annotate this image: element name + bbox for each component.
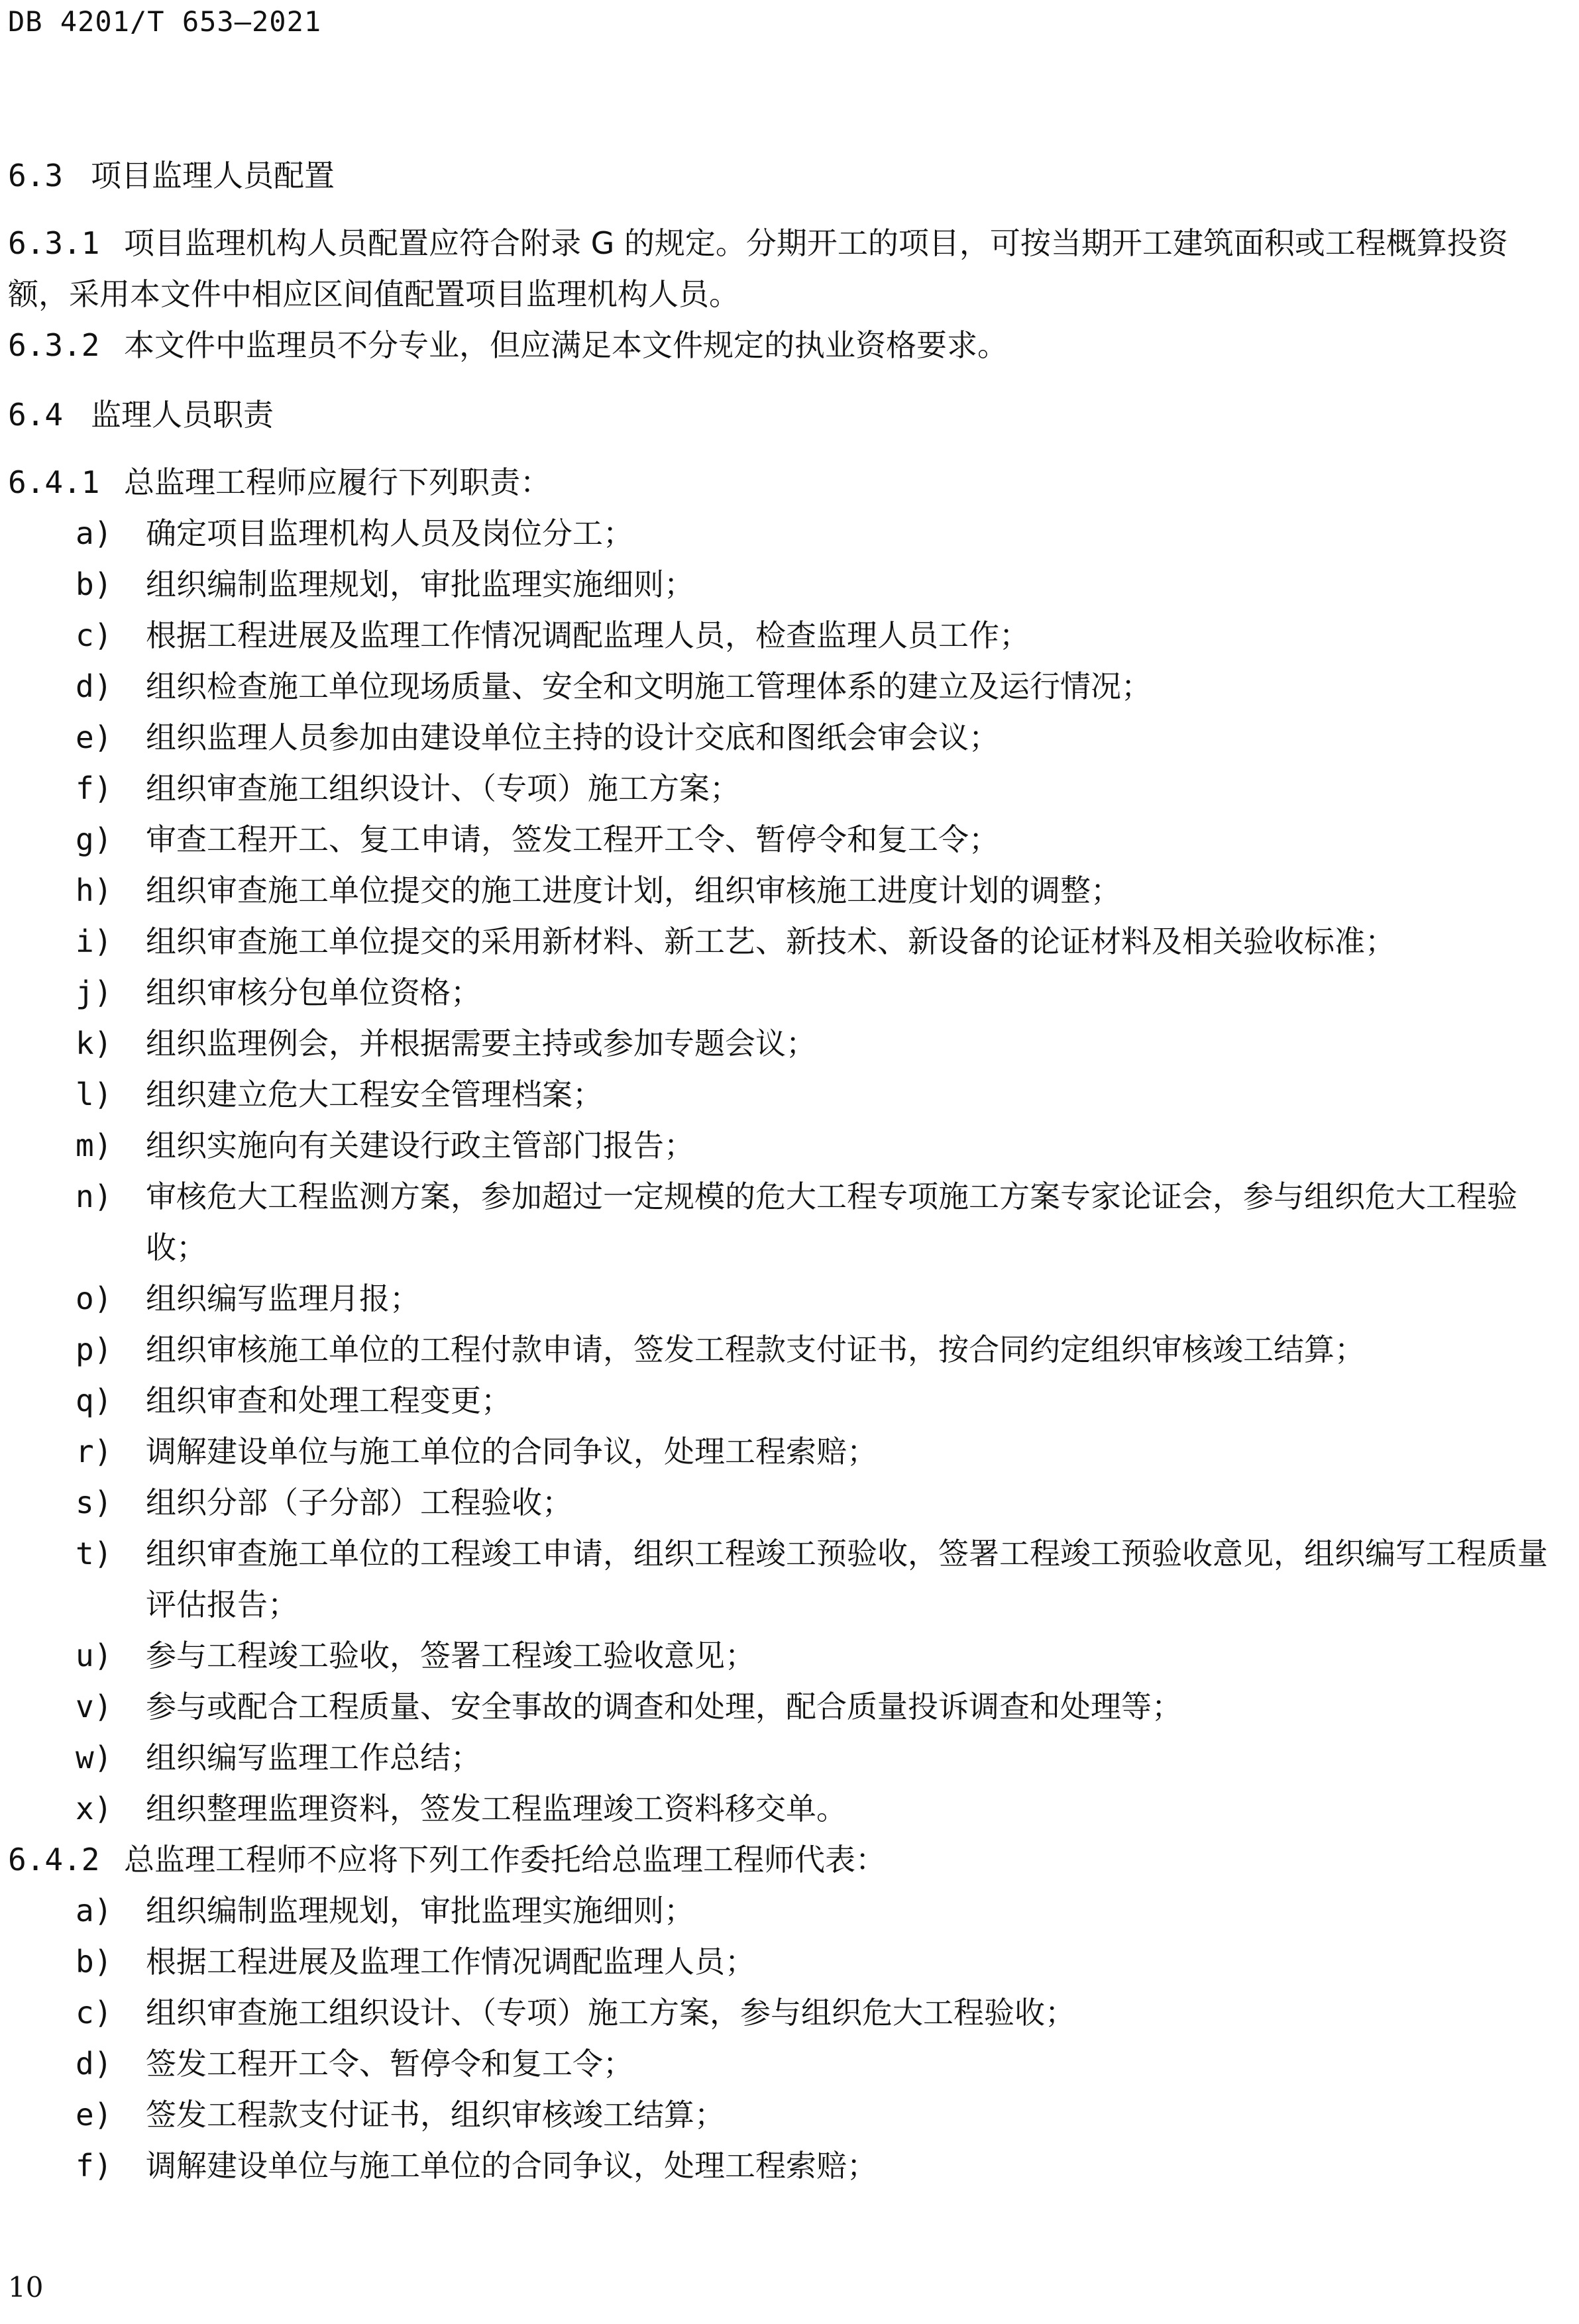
item-label: o) — [76, 1281, 113, 1316]
item-label: a) — [76, 1893, 113, 1928]
item-text: 根据工程进展及监理工作情况调配监理人员； — [146, 1944, 755, 1980]
item-text: 组织审查施工组织设计、（专项）施工方案； — [146, 770, 740, 806]
item-label: l) — [76, 1077, 113, 1112]
item-label: k) — [76, 1026, 113, 1061]
item-text: 组织审查施工单位提交的采用新材料、新工艺、新技术、新设备的论证材料及相关验收标准； — [146, 924, 1395, 959]
item-text: 组织编写监理工作总结； — [146, 1740, 481, 1775]
item-label: c) — [76, 1995, 113, 2031]
item-label: p) — [76, 1332, 113, 1367]
item-text: 组织审核施工单位的工程付款申请，签发工程款支付证书，按合同约定组织审核竣工结算； — [146, 1332, 1365, 1367]
clause-6-3-2 — [8, 320, 1558, 371]
item-text: 组织检查施工单位现场质量、安全和文明施工管理体系的建立及运行情况； — [146, 668, 1152, 704]
list-item — [8, 712, 1558, 763]
item-label: x) — [76, 1791, 113, 1826]
list-item — [8, 610, 1558, 661]
item-text: 调解建设单位与施工单位的合同争议，处理工程索赔； — [146, 2148, 877, 2184]
item-text: 组织审查和处理工程变更； — [146, 1383, 512, 1418]
item-text: 组织审查施工单位提交的施工进度计划，组织审核施工进度计划的调整； — [146, 872, 1121, 908]
item-label: m) — [76, 1128, 113, 1163]
non-delegable-list-6-4-2 — [8, 1885, 1558, 2192]
item-text: 组织编制监理规划，审批监理实施细则； — [146, 566, 694, 602]
item-label: t) — [76, 1536, 113, 1571]
page-content — [8, 142, 1558, 2192]
item-text: 组织建立危大工程安全管理档案； — [146, 1077, 603, 1112]
item-label: a) — [76, 515, 113, 551]
item-text: 组织分部（子分部）工程验收； — [146, 1485, 572, 1520]
item-label: u) — [76, 1638, 113, 1673]
item-label: w) — [76, 1740, 113, 1775]
item-text: 确定项目监理机构人员及岗位分工； — [146, 515, 633, 551]
list-item — [8, 1477, 1558, 1528]
list-item — [8, 1783, 1558, 1834]
list-item — [8, 2140, 1558, 2192]
clause-text: 总监理工程师应履行下列职责： — [124, 464, 551, 500]
list-item — [8, 508, 1558, 559]
item-label: e) — [76, 2097, 113, 2133]
clause-number: 6.3.2 — [8, 327, 100, 363]
item-text: 组织实施向有关建设行政主管部门报告； — [146, 1128, 694, 1163]
section-heading-6-4 — [8, 388, 1558, 441]
section-heading-6-3 — [8, 149, 1558, 202]
item-label: d) — [76, 2046, 113, 2082]
item-label: f) — [76, 770, 113, 806]
clause-text: 项目监理机构人员配置应符合附录 G 的规定。分期开工的项目，可按当期开工建筑面积或工程概算投资额，采用本文件中相应区间值配置项目监理机构人员。 — [8, 225, 1508, 312]
clause-number: 6.4.1 — [8, 464, 100, 500]
item-label: v) — [76, 1689, 113, 1724]
list-item — [8, 1426, 1558, 1477]
list-item — [8, 865, 1558, 916]
item-label: f) — [76, 2148, 113, 2184]
item-text: 组织编制监理规划，审批监理实施细则； — [146, 1893, 694, 1928]
clause-6-4-2 — [8, 1834, 1558, 1885]
item-label: c) — [76, 617, 113, 653]
list-item — [8, 1681, 1558, 1732]
item-label: q) — [76, 1383, 113, 1418]
page-number: 10 — [8, 2271, 44, 2303]
item-text: 组织监理人员参加由建设单位主持的设计交底和图纸会审会议； — [146, 719, 999, 755]
duty-list-6-4-1 — [8, 508, 1558, 1834]
section-title: 项目监理人员配置 — [91, 158, 335, 193]
list-item — [8, 1171, 1558, 1273]
section-number: 6.4 — [8, 397, 64, 433]
item-label: i) — [76, 924, 113, 959]
item-label: h) — [76, 872, 113, 908]
list-item — [8, 1120, 1558, 1171]
list-item — [8, 1324, 1558, 1375]
list-item — [8, 1885, 1558, 1936]
list-item — [8, 1273, 1558, 1324]
clause-number: 6.3.1 — [8, 225, 100, 261]
item-text: 审核危大工程监测方案，参加超过一定规模的危大工程专项施工方案专家论证会，参与组织危大工程验收； — [146, 1179, 1517, 1265]
item-text: 调解建设单位与施工单位的合同争议，处理工程索赔； — [146, 1434, 877, 1469]
list-item — [8, 2038, 1558, 2089]
clause-text: 总监理工程师不应将下列工作委托给总监理工程师代表： — [124, 1842, 886, 1877]
section-title: 监理人员职责 — [91, 397, 274, 433]
item-label: r) — [76, 1434, 113, 1469]
item-label: b) — [76, 566, 113, 602]
clause-6-3-1 — [8, 218, 1558, 320]
item-text: 组织审查施工单位的工程竣工申请，组织工程竣工预验收，签署工程竣工预验收意见，组织编写工程质量评估报告； — [146, 1536, 1548, 1622]
item-text: 组织整理监理资料，签发工程监理竣工资料移交单。 — [146, 1791, 847, 1826]
item-label: b) — [76, 1944, 113, 1980]
list-item — [8, 967, 1558, 1018]
item-text: 审查工程开工、复工申请，签发工程开工令、暂停令和复工令； — [146, 821, 999, 857]
item-text: 组织审核分包单位资格； — [146, 975, 481, 1010]
clause-6-4-1 — [8, 457, 1558, 508]
list-item — [8, 1069, 1558, 1120]
list-item — [8, 1987, 1558, 2038]
item-label: n) — [76, 1179, 113, 1214]
clause-number: 6.4.2 — [8, 1842, 100, 1877]
list-item — [8, 2089, 1558, 2140]
item-text: 参与工程竣工验收，签署工程竣工验收意见； — [146, 1638, 755, 1673]
list-item — [8, 1528, 1558, 1630]
item-label: g) — [76, 821, 113, 857]
list-item — [8, 1018, 1558, 1069]
section-number: 6.3 — [8, 158, 64, 193]
item-text: 参与或配合工程质量、安全事故的调查和处理，配合质量投诉调查和处理等； — [146, 1689, 1182, 1724]
item-label: e) — [76, 719, 113, 755]
item-text: 组织编写监理月报； — [146, 1281, 420, 1316]
item-text: 根据工程进展及监理工作情况调配监理人员，检查监理人员工作； — [146, 617, 1030, 653]
list-item — [8, 1375, 1558, 1426]
item-text: 组织监理例会，并根据需要主持或参加专题会议； — [146, 1026, 816, 1061]
list-item — [8, 1936, 1558, 1987]
item-text: 组织审查施工组织设计、（专项）施工方案，参与组织危大工程验收； — [146, 1995, 1075, 2031]
list-item — [8, 916, 1558, 967]
item-text: 签发工程开工令、暂停令和复工令； — [146, 2046, 633, 2082]
item-label: j) — [76, 975, 113, 1010]
clause-text: 本文件中监理员不分专业，但应满足本文件规定的执业资格要求。 — [124, 327, 1008, 363]
list-item — [8, 661, 1558, 712]
standard-code: DB 4201/T 653—2021 — [8, 5, 322, 38]
item-text: 签发工程款支付证书，组织审核竣工结算； — [146, 2097, 725, 2133]
list-item — [8, 1630, 1558, 1681]
list-item — [8, 763, 1558, 814]
item-label: s) — [76, 1485, 113, 1520]
list-item — [8, 559, 1558, 610]
list-item — [8, 1732, 1558, 1783]
item-label: d) — [76, 668, 113, 704]
list-item — [8, 814, 1558, 865]
